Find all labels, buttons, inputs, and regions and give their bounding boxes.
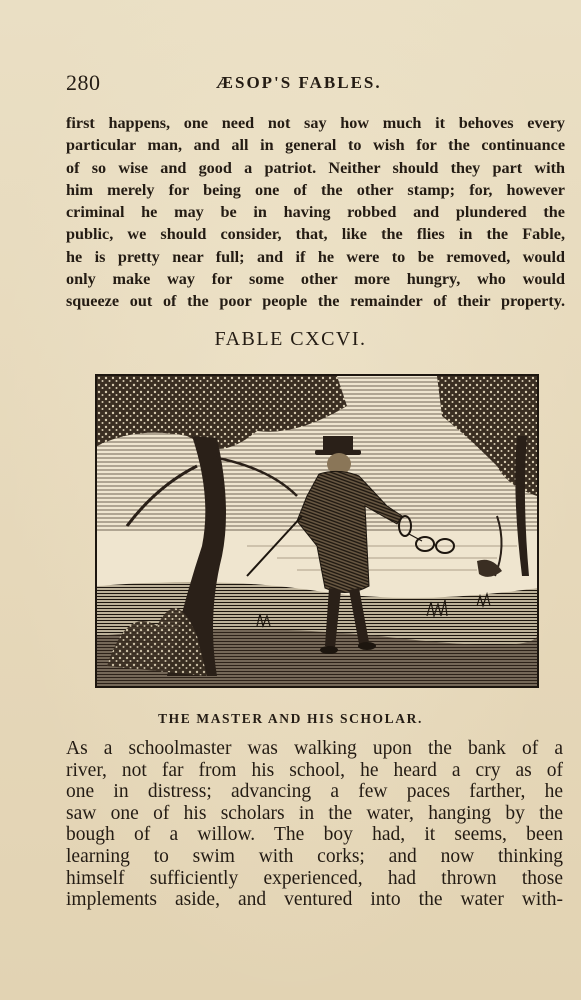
text-line: only make way for some other more hungry, who would xyxy=(66,270,565,289)
text-line: river, not far from his school, he heard a cry as of xyxy=(66,759,563,781)
fable-caption: THE MASTER AND HIS SCHOLAR. xyxy=(158,711,423,726)
text-line: him merely for being one of the other stamp; for, however xyxy=(66,180,565,199)
text-line: one in distress; advancing a few paces farther, he xyxy=(66,781,563,803)
woodcut-illustration xyxy=(95,374,539,688)
text-line: saw one of his scholars in the water, hanging by the xyxy=(66,802,563,824)
text-line: particular man, and all in general to wish for the continuance xyxy=(66,136,565,155)
text-line: bough of a willow. The boy had, it seems, been xyxy=(66,824,563,846)
text-line: himself sufficiently experienced, had thrown those xyxy=(66,867,563,889)
fable-title: FABLE CXCVI. xyxy=(214,328,367,350)
running-head: ÆSOP'S FABLES. xyxy=(216,73,382,92)
text-line: learning to swim with corks; and now thinking xyxy=(66,845,563,867)
page-number: 280 xyxy=(66,70,101,95)
text-line: squeeze out of the poor people the remainder of their property. xyxy=(66,292,565,311)
text-line: first happens, one need not say how much it behoves every xyxy=(66,114,565,132)
text-line: criminal he may be in having robbed and plundered the xyxy=(66,203,565,222)
text-line: As a schoolmaster was walking upon the bank of a xyxy=(66,738,563,759)
woodcut-scene xyxy=(97,376,537,686)
moral-paragraph xyxy=(66,112,565,313)
text-line: implements aside, and ventured into the water with- xyxy=(66,889,563,911)
text-line: of so wise and good a patriot. Neither should they part with xyxy=(66,158,565,177)
text-line: public, we should consider, that, like the flies in the Fable, xyxy=(66,225,565,244)
page-header xyxy=(66,70,566,96)
fable-text xyxy=(66,738,563,911)
text-line: he is pretty near full; and if he were to be removed, would xyxy=(66,247,565,266)
